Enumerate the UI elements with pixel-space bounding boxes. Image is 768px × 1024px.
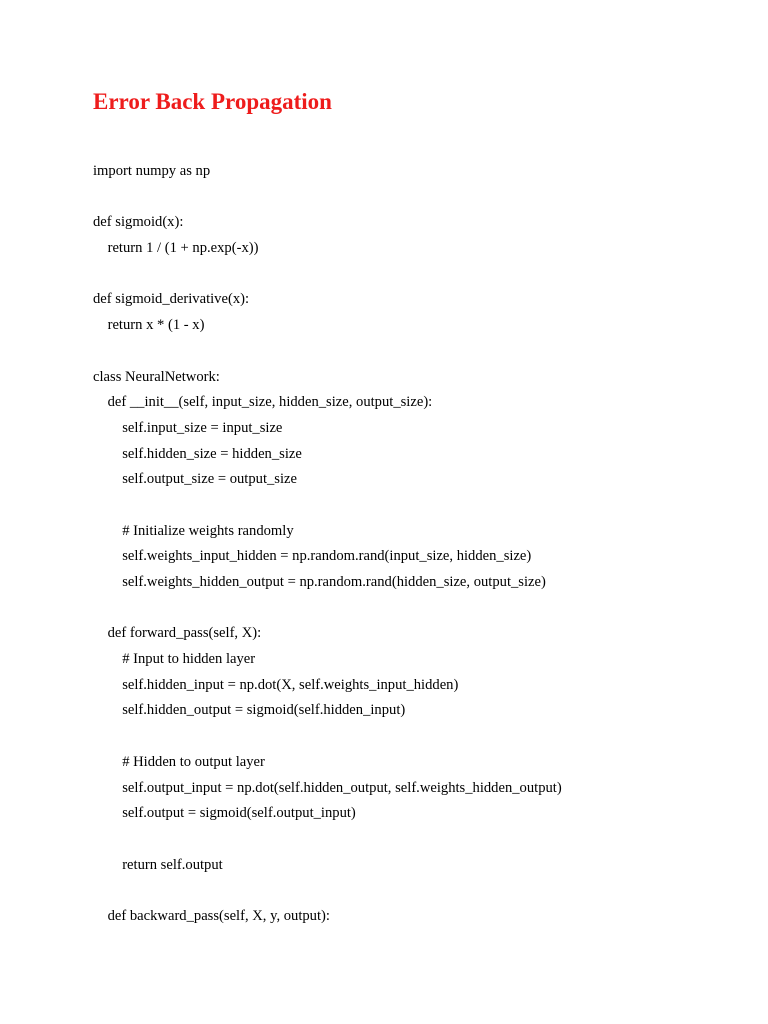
code-line: # Initialize weights randomly bbox=[93, 522, 294, 539]
blank-line bbox=[93, 827, 562, 853]
code-line: def forward_pass(self, X): bbox=[93, 625, 262, 642]
code-line: def __init__(self, input_size, hidden_size, output_size): bbox=[93, 394, 433, 411]
code-line: class NeuralNetwork: bbox=[93, 368, 220, 385]
code-line: def backward_pass(self, X, y, output): bbox=[93, 907, 330, 924]
blank-line bbox=[93, 262, 562, 288]
code-line: self.hidden_input = np.dot(X, self.weights_input_hidden) bbox=[93, 676, 459, 693]
code-line: self.output_size = output_size bbox=[93, 471, 297, 488]
blank-line bbox=[93, 493, 562, 519]
blank-line bbox=[93, 878, 562, 904]
code-block bbox=[93, 159, 562, 930]
code-line: self.weights_input_hidden = np.random.rand(input_size, hidden_size) bbox=[93, 548, 532, 565]
blank-line bbox=[93, 185, 562, 211]
blank-line bbox=[93, 339, 562, 365]
code-line: self.weights_hidden_output = np.random.rand(hidden_size, output_size) bbox=[93, 574, 546, 590]
code-line: self.hidden_size = hidden_size bbox=[93, 445, 302, 462]
code-line: # Hidden to output layer bbox=[93, 753, 265, 770]
code-line: self.input_size = input_size bbox=[93, 419, 283, 436]
code-line: self.hidden_output = sigmoid(self.hidden_input) bbox=[93, 702, 406, 719]
code-line: def sigmoid_derivative(x): bbox=[93, 291, 250, 308]
page-title: Error Back Propagation bbox=[93, 89, 332, 114]
blank-line bbox=[93, 596, 562, 622]
code-line: return self.output bbox=[93, 856, 223, 873]
code-line: return x * (1 - x) bbox=[93, 317, 205, 334]
code-line: # Input to hidden layer bbox=[93, 651, 256, 668]
code-line: self.output_input = np.dot(self.hidden_output, self.weights_hidden_output) bbox=[93, 779, 562, 796]
code-line: self.output = sigmoid(self.output_input) bbox=[93, 805, 356, 822]
code-line: import numpy as np bbox=[93, 163, 211, 179]
code-line: def sigmoid(x): bbox=[93, 214, 184, 231]
blank-line bbox=[93, 724, 562, 750]
code-line: return 1 / (1 + np.exp(-x)) bbox=[93, 240, 259, 257]
